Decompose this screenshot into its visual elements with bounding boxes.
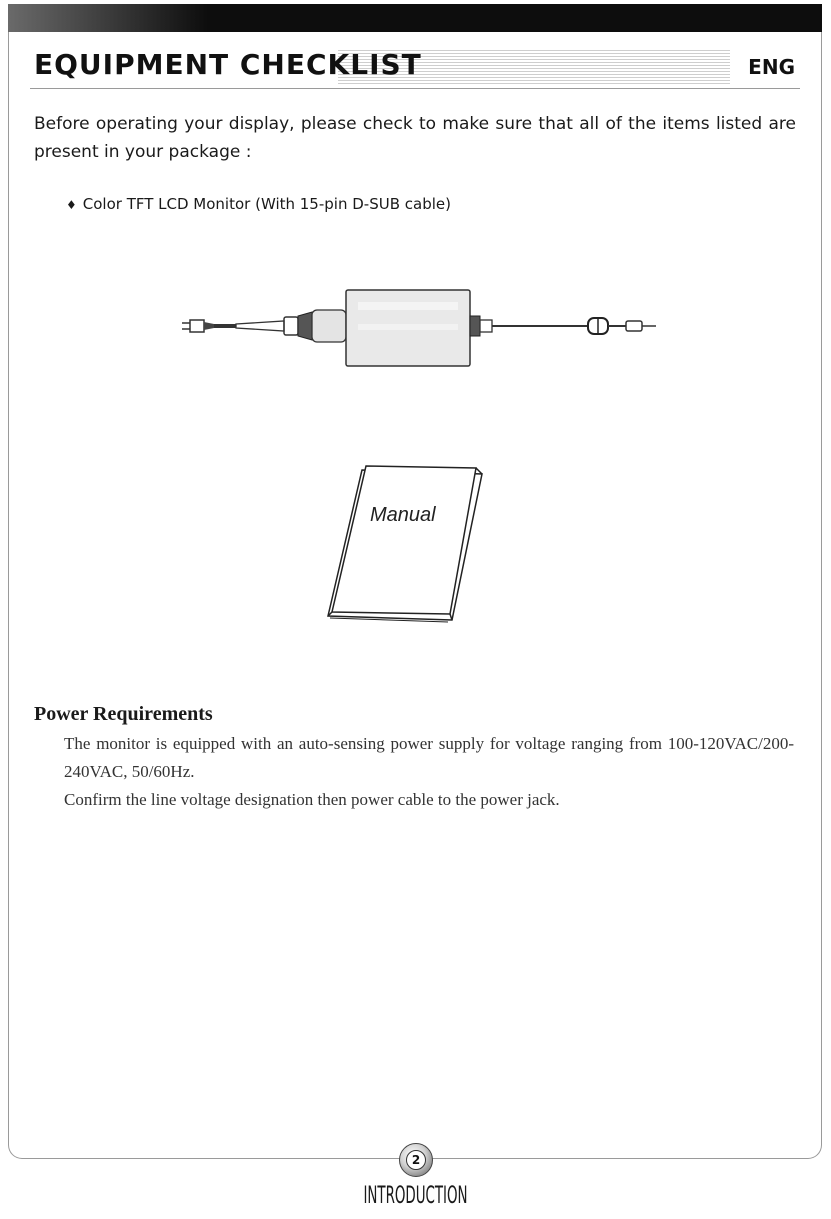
manual-label: Manual <box>370 504 436 526</box>
header-rule <box>30 88 800 89</box>
section-label: INTRODUCTION <box>363 1181 468 1209</box>
power-requirements-heading: Power Requirements <box>34 703 213 725</box>
power-adapter-illustration <box>180 286 660 370</box>
language-label: ENG <box>748 55 795 79</box>
page-title: EQUIPMENT CHECKLIST <box>34 48 422 81</box>
top-bar-gradient <box>8 4 208 32</box>
page-number-badge <box>399 1143 433 1177</box>
bullet-icon: ♦ <box>66 198 77 212</box>
manual-illustration <box>318 462 488 624</box>
power-paragraph-1: The monitor is equipped with an auto-sensing power supply for voltage ranging from 100-120VAC/200-240VAC, 50/60Hz. <box>64 734 794 781</box>
checklist-item <box>66 195 451 213</box>
checklist-item-label: Color TFT LCD Monitor (With 15-pin D-SUB cable) <box>82 195 451 213</box>
power-paragraph-2: Confirm the line voltage designation then power cable to the power jack. <box>64 790 560 809</box>
power-requirements-body <box>64 730 794 814</box>
page-number: 2 <box>406 1150 426 1170</box>
intro-text: Before operating your display, please check to make sure that all of the items listed are present in your package : <box>34 114 796 162</box>
